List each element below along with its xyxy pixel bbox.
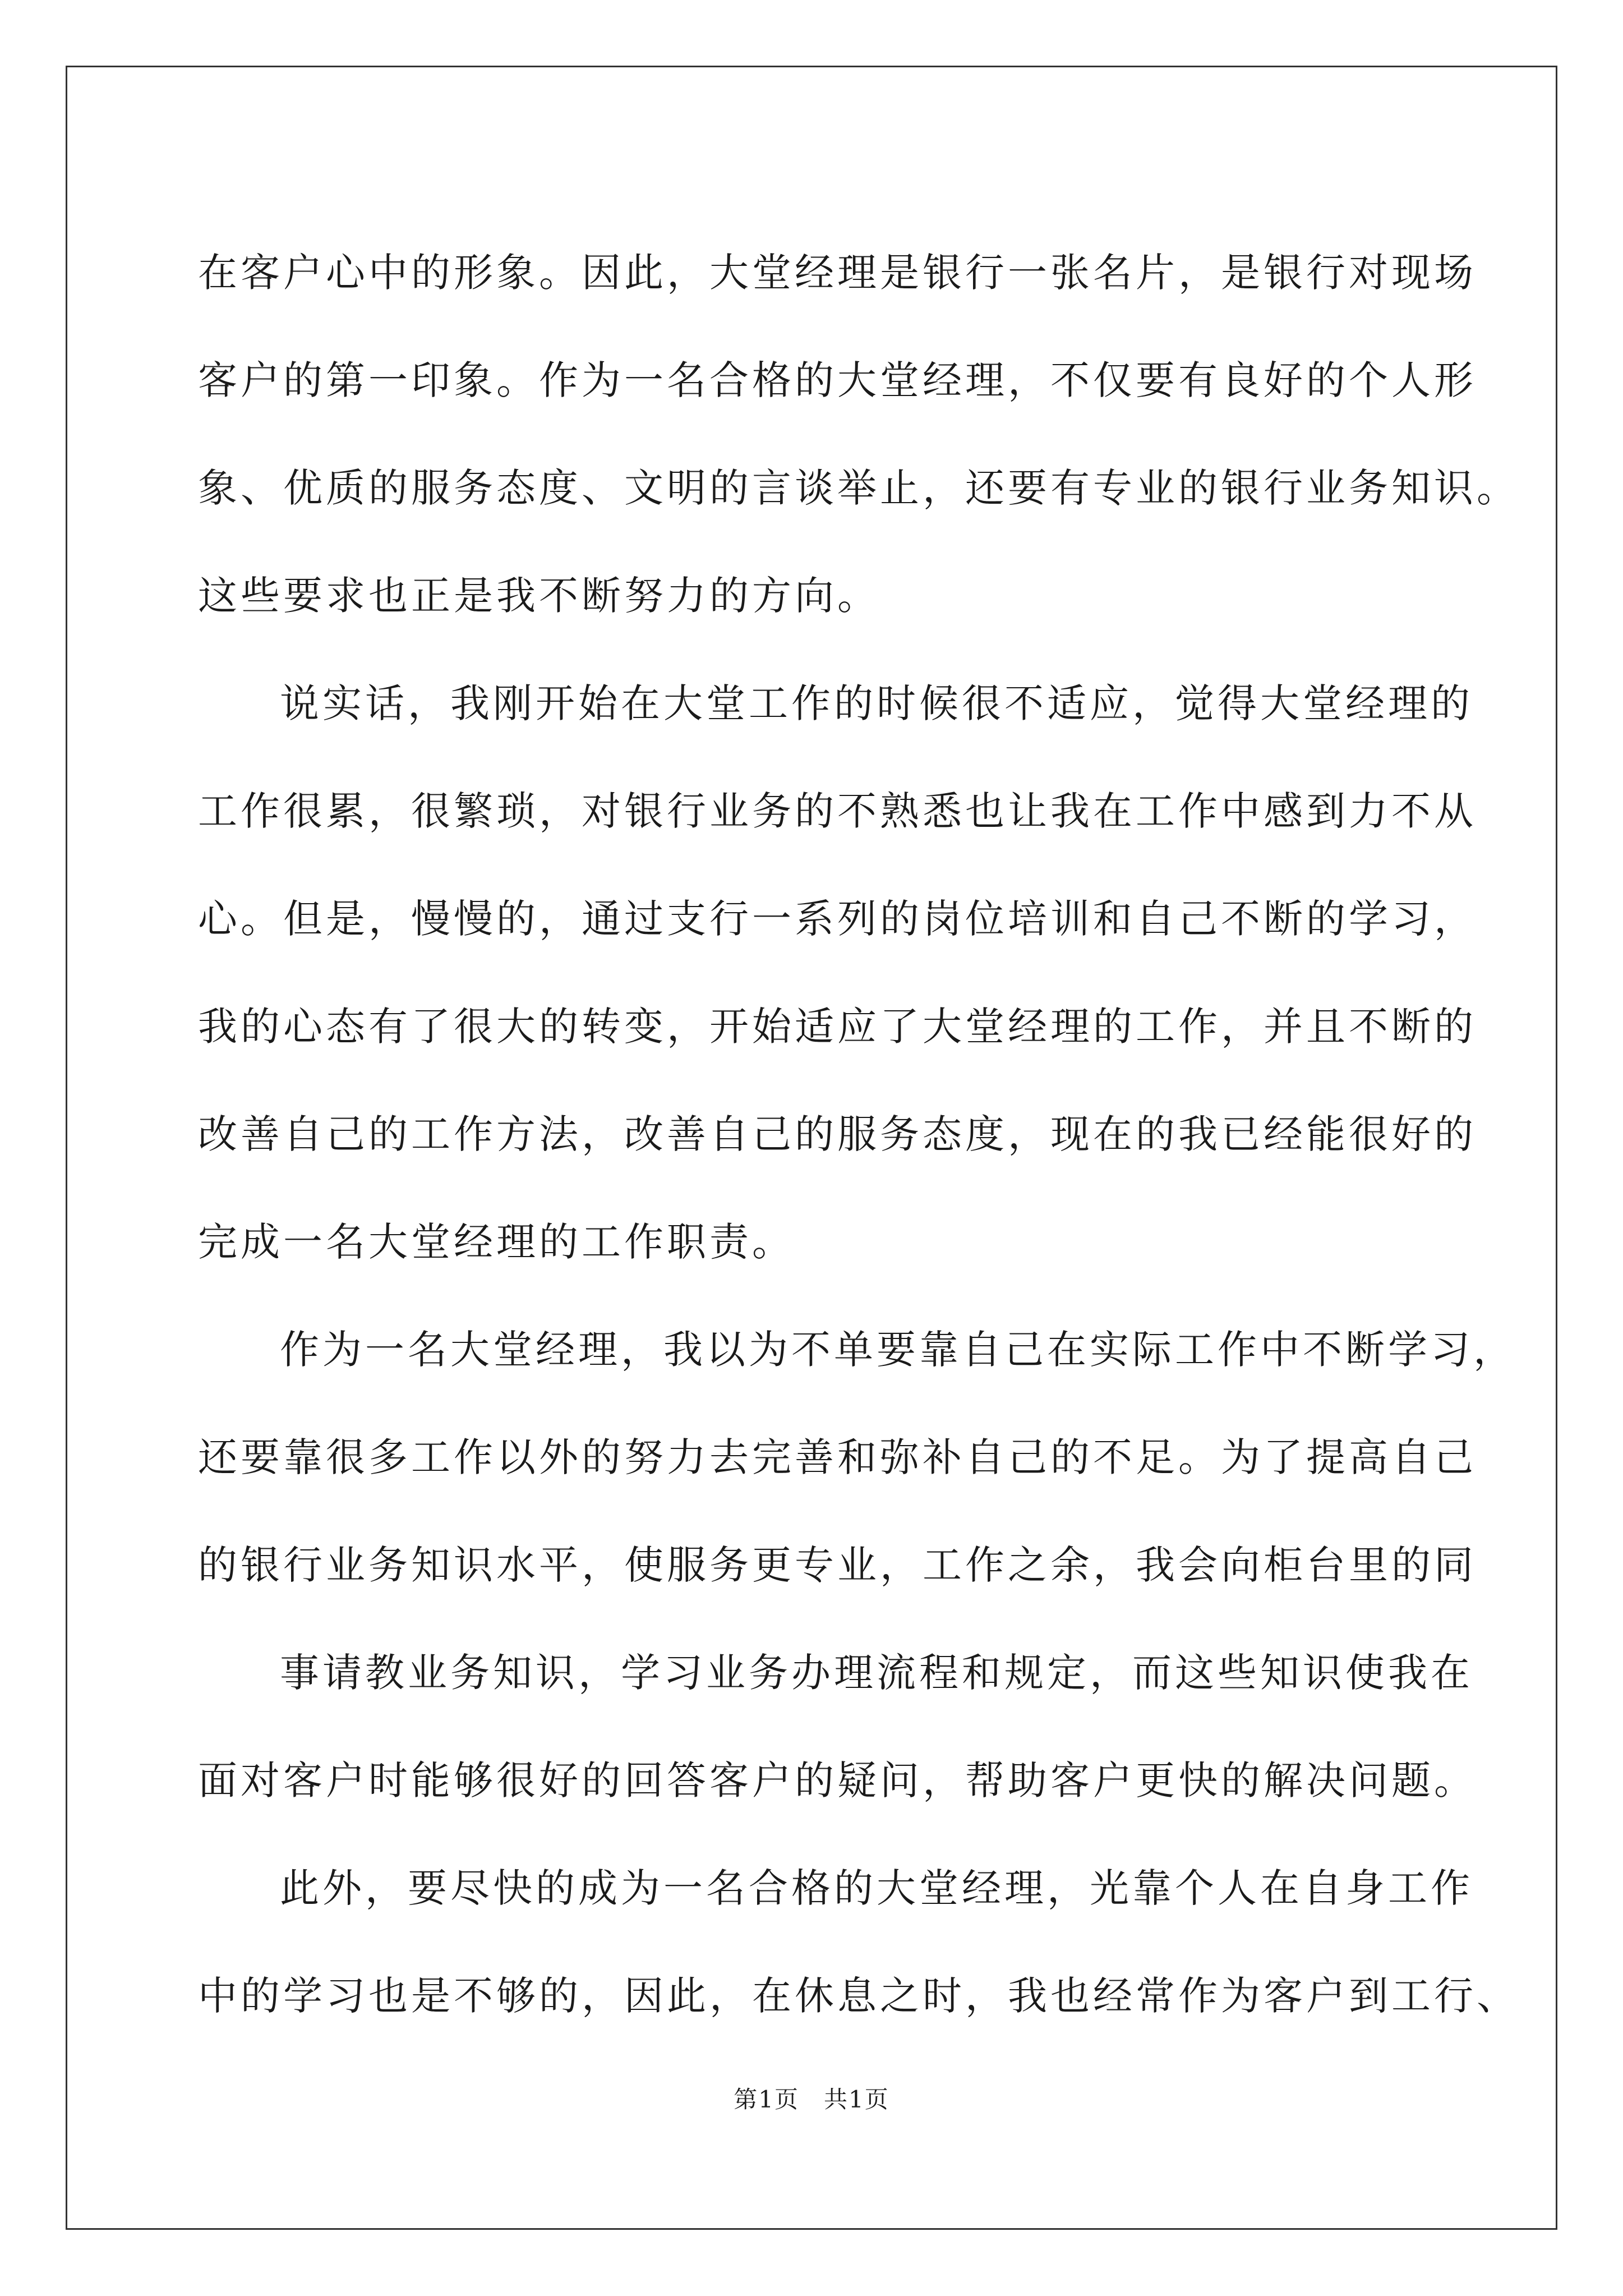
text-line: 工作很累，很繁琐，对银行业务的不熟悉也让我在工作中感到力不从 — [198, 788, 1477, 834]
text-line: 完成一名大堂经理的工作职责。 — [198, 1219, 795, 1265]
text-line: 象、优质的服务态度、文明的言谈举止，还要有专业的银行业务知识。 — [198, 465, 1519, 511]
text-line: 改善自己的工作方法，改善自己的服务态度，现在的我已经能很好的 — [198, 1111, 1477, 1157]
text-line: 我的心态有了很大的转变，开始适应了大堂经理的工作，并且不断的 — [198, 1004, 1477, 1050]
text-line: 心。但是，慢慢的，通过支行一系列的岗位培训和自己不断的学习， — [198, 896, 1477, 942]
text-line: 这些要求也正是我不断努力的方向。 — [198, 573, 880, 619]
text-line: 客户的第一印象。作为一名合格的大堂经理，不仅要有良好的个人形 — [198, 357, 1477, 403]
text-line: 还要靠很多工作以外的努力去完善和弥补自己的不足。为了提高自己 — [198, 1434, 1477, 1480]
text-line: 的银行业务知识水平，使服务更专业，工作之余，我会向柜台里的同 — [198, 1542, 1477, 1588]
text-line: 在客户心中的形象。因此，大堂经理是银行一张名片，是银行对现场 — [198, 250, 1477, 296]
text-line: 作为一名大堂经理，我以为不单要靠自己在实际工作中不断学习， — [280, 1327, 1516, 1373]
text-line: 面对客户时能够很好的回答客户的疑问，帮助客户更快的解决问题。 — [198, 1757, 1477, 1803]
text-line: 此外，要尽快的成为一名合格的大堂经理，光靠个人在自身工作 — [280, 1865, 1473, 1911]
text-line: 中的学习也是不够的，因此，在休息之时，我也经常作为客户到工行、 — [198, 1973, 1519, 2019]
text-line: 事请教业务知识，学习业务办理流程和规定，而这些知识使我在 — [280, 1650, 1473, 1696]
text-line: 说实话，我刚开始在大堂工作的时候很不适应，觉得大堂经理的 — [280, 680, 1473, 726]
page-number-footer: 第1页 共1页 — [734, 2086, 889, 2113]
document-body — [198, 219, 1519, 2050]
